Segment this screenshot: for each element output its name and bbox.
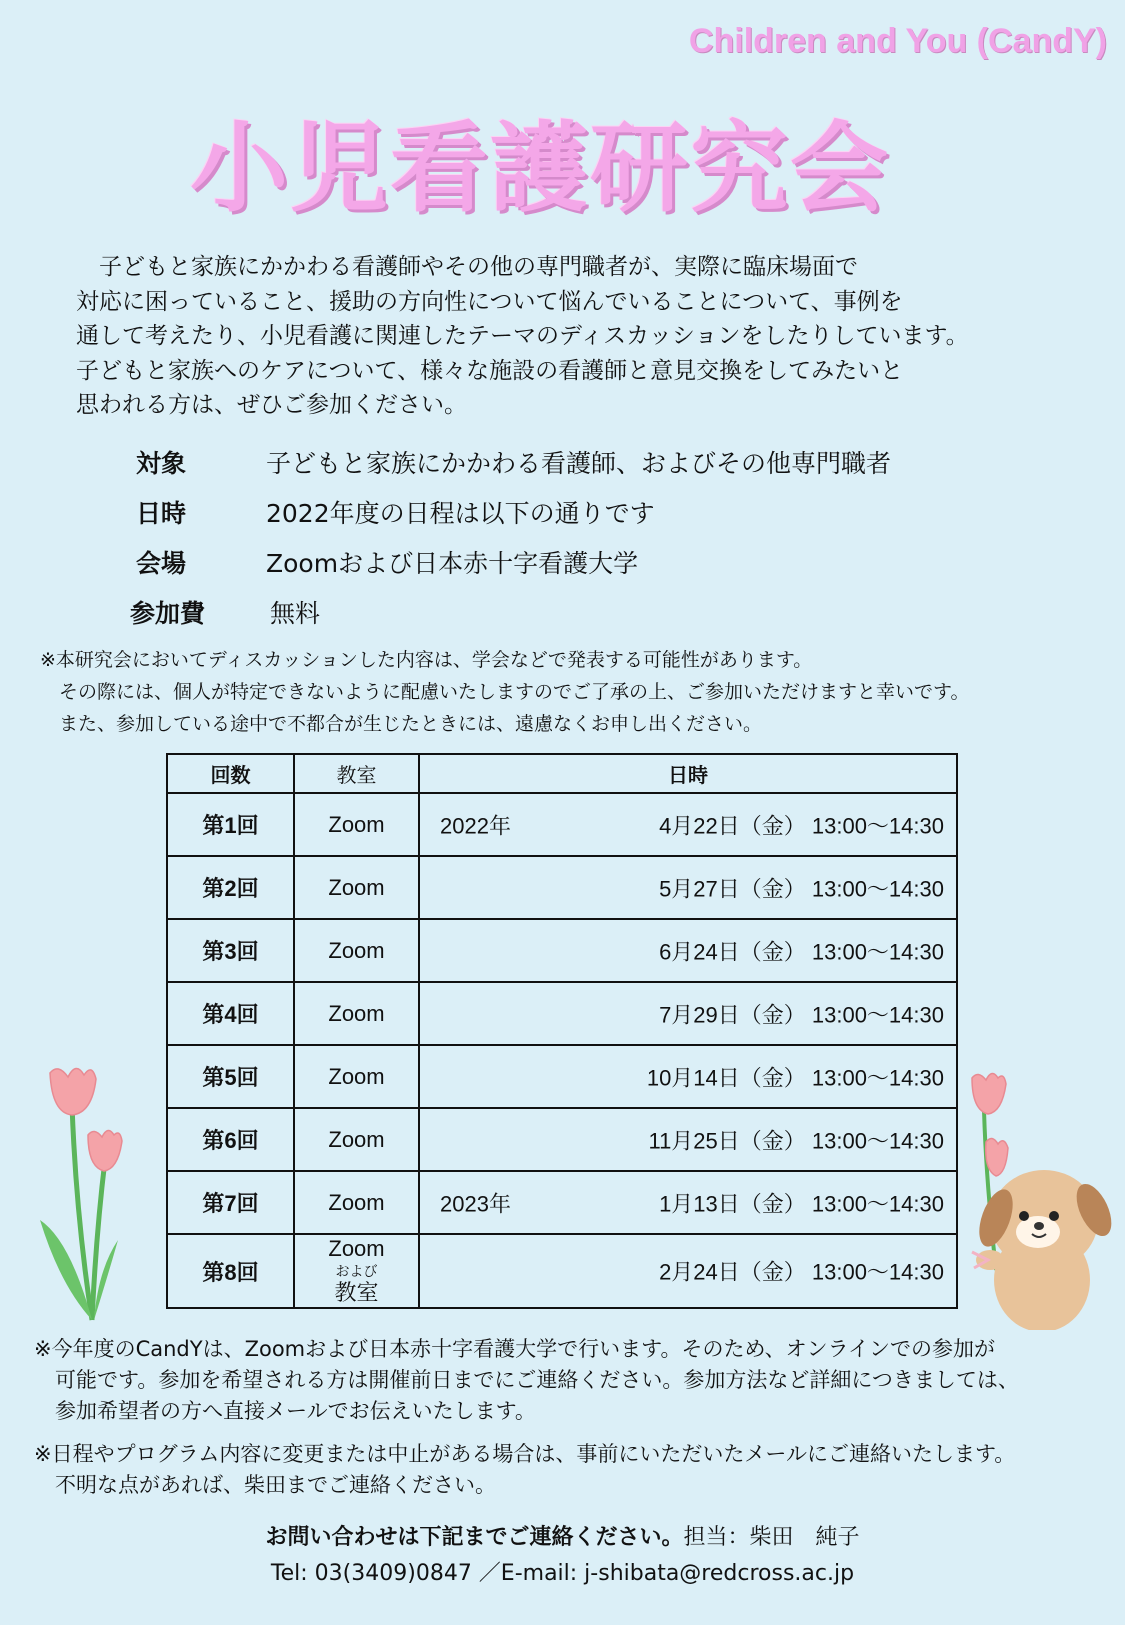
note-line: また、参加している途中で不都合が生じたときには、遠慮なくお申し出ください。 [40, 713, 763, 735]
intro-line: 思われる方は、ぜひご参加ください。 [76, 392, 467, 418]
table-row [167, 1108, 957, 1171]
note-line: ※日程やプログラム内容に変更または中止がある場合は、事前にいただいたメールにご連絡いたします。 [34, 1442, 1016, 1466]
session-room: Zoom [294, 856, 419, 919]
info-key: 対象 [136, 449, 187, 478]
session-date: 10月14日（金） 13:00～14:30 [646, 1065, 944, 1090]
session-date: 2月24日（金） 13:00～14:30 [659, 1259, 944, 1285]
session-room: Zoom [294, 1171, 419, 1234]
room-classroom: 教室 [334, 1280, 379, 1305]
note-line: 参加希望者の方へ直接メールでお伝えいたします。 [34, 1399, 536, 1423]
session-datetime [419, 1108, 957, 1171]
info-value: 子どもと家族にかかわる看護師、およびその他専門職者 [266, 449, 892, 478]
table-row [167, 982, 957, 1045]
session-number: 第4回 [167, 982, 294, 1045]
info-key: 日時 [136, 499, 187, 528]
session-room: Zoom [294, 1108, 419, 1171]
intro-line: 子どもと家族へのケアについて、様々な施設の看護師と意見交換をしてみたいと [76, 357, 904, 384]
page-title: 小児看護研究会 [190, 112, 891, 226]
table-row [167, 793, 957, 856]
session-date: 11月25日（金） 13:00～14:30 [648, 1128, 944, 1153]
session-number: 第2回 [167, 856, 294, 919]
session-year: 2022年 [440, 813, 511, 838]
info-value: 無料 [270, 599, 321, 628]
tulip-illustration [30, 1065, 130, 1325]
header-room: 教室 [294, 754, 419, 793]
table-row [167, 856, 957, 919]
session-date: 1月13日（金） 13:00～14:30 [659, 1191, 944, 1216]
session-room: Zoom [294, 793, 419, 856]
header-num: 回数 [167, 754, 294, 793]
session-datetime [419, 1045, 957, 1108]
note-line: 不明な点があれば、柴田までご連絡ください。 [34, 1473, 496, 1497]
intro-line: 子どもと家族にかかわる看護師やその他の専門職者が、実際に臨床場面で [76, 254, 858, 280]
session-datetime [419, 982, 957, 1045]
session-date: 7月29日（金） 13:00～14:30 [659, 1002, 944, 1027]
header-datetime: 日時 [419, 754, 957, 793]
intro-line: 対応に困っていること、援助の方向性について悩んでいることについて、事例を [76, 288, 903, 315]
session-datetime [419, 856, 957, 919]
session-number: 第5回 [167, 1045, 294, 1108]
notes-bottom [34, 1334, 1019, 1501]
room-zoom: Zoom [328, 1236, 385, 1261]
table-row [167, 1045, 957, 1108]
session-number: 第7回 [167, 1171, 294, 1234]
room-and: および [335, 1263, 378, 1279]
contact-line1 [0, 1520, 1125, 1556]
session-number: 第1回 [167, 793, 294, 856]
notes-top [40, 644, 969, 740]
intro-text [76, 250, 1076, 423]
note-line: 可能です。参加を希望される方は開催前日までにご連絡ください。参加方法など詳細につきましては、 [34, 1368, 1019, 1392]
session-date: 5月27日（金） 13:00～14:30 [659, 876, 944, 901]
table-row [167, 919, 957, 982]
contact-line2[interactable]: Tel: 03(3409)0847 ／E-mail: j-shibata@redcross.ac.jp [270, 1561, 855, 1586]
session-year: 2023年 [440, 1191, 511, 1216]
session-number: 第3回 [167, 919, 294, 982]
table-header-row [167, 754, 957, 793]
session-room: Zoom [294, 919, 419, 982]
session-date: 4月22日（金） 13:00～14:30 [659, 813, 944, 838]
info-value: Zoomおよび日本赤十字看護大学 [266, 549, 639, 578]
dog-with-tulip-illustration [962, 1070, 1122, 1330]
session-number: 第8回 [167, 1234, 294, 1308]
note-line: ※今年度のCandYは、Zoomおよび日本赤十字看護大学で行います。そのため、オンラインでの参加が [34, 1337, 995, 1361]
note-line: その際には、個人が特定できないように配慮いたしますのでご了承の上、ご参加いただけますと幸いです。 [40, 681, 970, 703]
contact-info [0, 1520, 1125, 1592]
session-date: 6月24日（金） 13:00～14:30 [659, 939, 944, 964]
info-value: 2022年度の日程は以下の通りです [266, 499, 655, 528]
note-line: ※本研究会においてディスカッションした内容は、学会などで発表する可能性があります。 [40, 649, 813, 671]
intro-line: 通して考えたり、小児看護に関連したテーマのディスカッションをしたりしています。 [76, 323, 969, 349]
contact-person: 担当：柴田 純子 [683, 1525, 860, 1550]
session-room [294, 1234, 419, 1308]
info-key: 会場 [136, 549, 187, 578]
table-row [167, 1234, 957, 1308]
contact-heading: お問い合わせは下記までご連絡ください。 [265, 1525, 684, 1550]
table-row [167, 1171, 957, 1234]
info-key: 参加費 [130, 599, 206, 628]
session-datetime [419, 1171, 957, 1234]
session-room: Zoom [294, 1045, 419, 1108]
session-room: Zoom [294, 982, 419, 1045]
session-datetime [419, 919, 957, 982]
session-number: 第6回 [167, 1108, 294, 1171]
session-datetime [419, 1234, 957, 1308]
brand-name: Children and You (CandY) [688, 22, 1107, 60]
session-datetime [419, 793, 957, 856]
schedule-table [166, 753, 958, 1309]
